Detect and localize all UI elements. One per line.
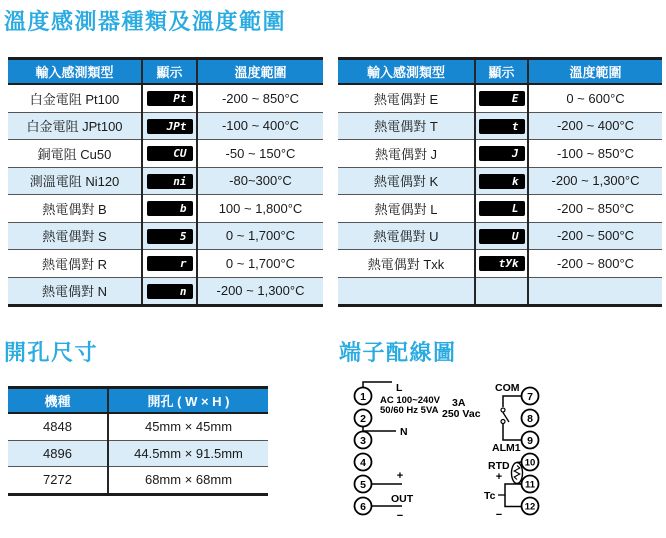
sensor-type-cell: 熱電偶對 U — [338, 222, 475, 250]
range-cell — [528, 277, 662, 306]
display-cell — [142, 222, 197, 250]
wire-terminal2-N — [363, 427, 396, 432]
display-cell — [475, 277, 528, 306]
column-header-model: 機種 — [8, 388, 108, 414]
label-alm1: ALM1 — [492, 442, 521, 454]
column-header-range: 溫度範圍 — [197, 59, 323, 85]
display-cell — [142, 140, 197, 168]
rtd-sensor-zigzag — [514, 466, 520, 480]
range-cell: 0 ~ 600°C — [528, 84, 662, 112]
table-row — [8, 112, 323, 140]
display-cell — [142, 277, 197, 306]
table-row — [8, 195, 323, 223]
label-power-freq: 50/60 Hz 5VA — [380, 405, 439, 416]
range-cell: -200 ~ 850°C — [528, 195, 662, 223]
label-tc-minus: − — [495, 509, 503, 521]
table-row — [8, 277, 323, 306]
column-header-cutout: 開孔 ( W × H ) — [108, 388, 268, 414]
sensor-type-cell: 熱電偶對 E — [338, 84, 475, 112]
display-cell — [475, 250, 528, 278]
label-neutral: N — [400, 426, 408, 438]
table-header-row — [8, 59, 323, 85]
seven-segment-display-badge: r — [147, 256, 193, 271]
seven-segment-display-badge: k — [479, 174, 525, 189]
terminal-number: 12 — [524, 501, 536, 513]
switch-contact-bottom — [501, 420, 505, 424]
sensor-type-cell: 熱電偶對 K — [338, 167, 475, 195]
display-cell — [475, 167, 528, 195]
table-row — [8, 222, 323, 250]
table-row — [338, 222, 662, 250]
table-row — [8, 140, 323, 168]
range-cell: -200 ~ 1,300°C — [528, 167, 662, 195]
label-power-voltage: AC 100~240V — [380, 395, 440, 406]
cutout-table — [8, 386, 268, 496]
seven-segment-display-badge: J — [479, 146, 525, 161]
seven-segment-display-badge: E — [479, 91, 525, 106]
table-row — [8, 84, 323, 112]
table-row — [338, 112, 662, 140]
sensor-type-cell: 熱電偶對 Txk — [338, 250, 475, 278]
switch-contact-top — [501, 408, 505, 412]
column-header-range: 溫度範圍 — [528, 59, 662, 85]
terminal-number: 9 — [527, 434, 533, 447]
label-relay-voltage: 250 Vac — [442, 408, 481, 420]
sensor-type-cell: 熱電偶對 R — [8, 250, 142, 278]
range-cell: -200 ~ 800°C — [528, 250, 662, 278]
display-cell — [475, 222, 528, 250]
terminal-number: 1 — [360, 390, 366, 403]
column-header-input-type: 輸入感測類型 — [8, 59, 142, 85]
range-cell: 100 ~ 1,800°C — [197, 195, 323, 223]
range-cell: -200 ~ 850°C — [197, 84, 323, 112]
wire-tc-bracket — [505, 484, 522, 507]
label-rtd: RTD — [488, 460, 510, 472]
wire-terminal9-alm1 — [503, 424, 522, 441]
cutout-size-cell: 68mm × 68mm — [108, 467, 268, 495]
display-cell — [142, 84, 197, 112]
table-header-row — [8, 388, 268, 414]
sensor-table-left — [8, 57, 323, 307]
wire-terminal7-com — [503, 396, 522, 407]
label-tc-plus: + — [495, 471, 503, 483]
range-cell: -100 ~ 850°C — [528, 140, 662, 168]
terminal-number: 5 — [360, 478, 366, 491]
range-cell: -50 ~ 150°C — [197, 140, 323, 168]
label-tc: Tc — [484, 490, 496, 502]
cutout-section-title: 開孔尺寸 — [4, 340, 99, 365]
range-cell: -200 ~ 500°C — [528, 222, 662, 250]
range-cell: 0 ~ 1,700°C — [197, 222, 323, 250]
terminal-number: 7 — [527, 390, 533, 403]
label-relay-current: 3A — [452, 397, 466, 409]
table-row — [338, 250, 662, 278]
table-row — [338, 140, 662, 168]
label-out-minus: − — [396, 510, 404, 522]
terminal-number: 6 — [360, 500, 366, 513]
range-cell: -80~300°C — [197, 167, 323, 195]
display-cell — [142, 250, 197, 278]
label-out-plus: + — [396, 470, 404, 482]
model-cell: 4896 — [8, 440, 108, 467]
table-row — [8, 440, 268, 467]
display-cell — [142, 167, 197, 195]
seven-segment-display-badge: Pt — [147, 91, 193, 106]
display-cell — [475, 140, 528, 168]
seven-segment-display-badge: U — [479, 229, 525, 244]
terminal-number: 11 — [524, 479, 536, 491]
table-row — [8, 167, 323, 195]
sensor-type-cell: 白金電阻 Pt100 — [8, 84, 142, 112]
seven-segment-display-badge: ni — [147, 174, 193, 189]
terminal-number: 8 — [527, 412, 533, 425]
table-row — [338, 84, 662, 112]
seven-segment-display-badge: t — [479, 119, 525, 134]
range-cell: -200 ~ 400°C — [528, 112, 662, 140]
terminal-number: 2 — [360, 412, 366, 425]
display-cell — [142, 195, 197, 223]
label-out: OUT — [391, 493, 414, 505]
table-header-row — [338, 59, 662, 85]
sensor-type-cell: 白金電阻 JPt100 — [8, 112, 142, 140]
table-row — [338, 167, 662, 195]
column-header-display: 顯示 — [142, 59, 197, 85]
seven-segment-display-badge: tУk — [479, 256, 525, 271]
seven-segment-display-badge: JPt — [147, 119, 193, 134]
table-row — [338, 195, 662, 223]
label-line: L — [396, 382, 403, 394]
display-cell — [475, 112, 528, 140]
seven-segment-display-badge: CU — [147, 146, 193, 161]
sensor-type-cell: 熱電偶對 S — [8, 222, 142, 250]
display-cell — [475, 195, 528, 223]
seven-segment-display-badge: L — [479, 201, 525, 216]
label-com: COM — [495, 382, 520, 394]
column-header-input-type: 輸入感測類型 — [338, 59, 475, 85]
display-cell — [142, 112, 197, 140]
terminal-number: 3 — [360, 434, 366, 447]
model-cell: 7272 — [8, 467, 108, 495]
range-cell: -100 ~ 400°C — [197, 112, 323, 140]
sensor-type-cell: 熱電偶對 N — [8, 277, 142, 306]
cutout-size-cell: 45mm × 45mm — [108, 413, 268, 440]
seven-segment-display-badge: b — [147, 201, 193, 216]
sensor-type-cell: 熱電偶對 T — [338, 112, 475, 140]
sensor-table-right — [338, 57, 662, 307]
terminal-number: 10 — [524, 457, 536, 469]
sensor-type-cell — [338, 277, 475, 306]
wire-terminal1-L — [363, 382, 392, 388]
sensor-type-cell: 測溫電阻 Ni120 — [8, 167, 142, 195]
range-cell: 0 ~ 1,700°C — [197, 250, 323, 278]
range-cell: -200 ~ 1,300°C — [197, 277, 323, 306]
table-row — [8, 467, 268, 495]
cutout-size-cell: 44.5mm × 91.5mm — [108, 440, 268, 467]
sensor-type-cell: 銅電阻 Cu50 — [8, 140, 142, 168]
display-cell — [475, 84, 528, 112]
column-header-display: 顯示 — [475, 59, 528, 85]
table-row — [8, 250, 323, 278]
table-row — [8, 413, 268, 440]
model-cell: 4848 — [8, 413, 108, 440]
terminal-wiring-diagram — [338, 378, 664, 536]
sensor-type-cell: 熱電偶對 B — [8, 195, 142, 223]
table-row — [338, 277, 662, 306]
sensor-type-cell: 熱電偶對 L — [338, 195, 475, 223]
page-title: 溫度感測器種類及溫度範圍 — [4, 9, 287, 34]
seven-segment-display-badge: n — [147, 284, 193, 299]
wiring-section-title: 端子配線圖 — [339, 340, 457, 365]
sensor-type-cell: 熱電偶對 J — [338, 140, 475, 168]
terminal-number: 4 — [360, 456, 366, 469]
seven-segment-display-badge: 5 — [147, 229, 193, 244]
